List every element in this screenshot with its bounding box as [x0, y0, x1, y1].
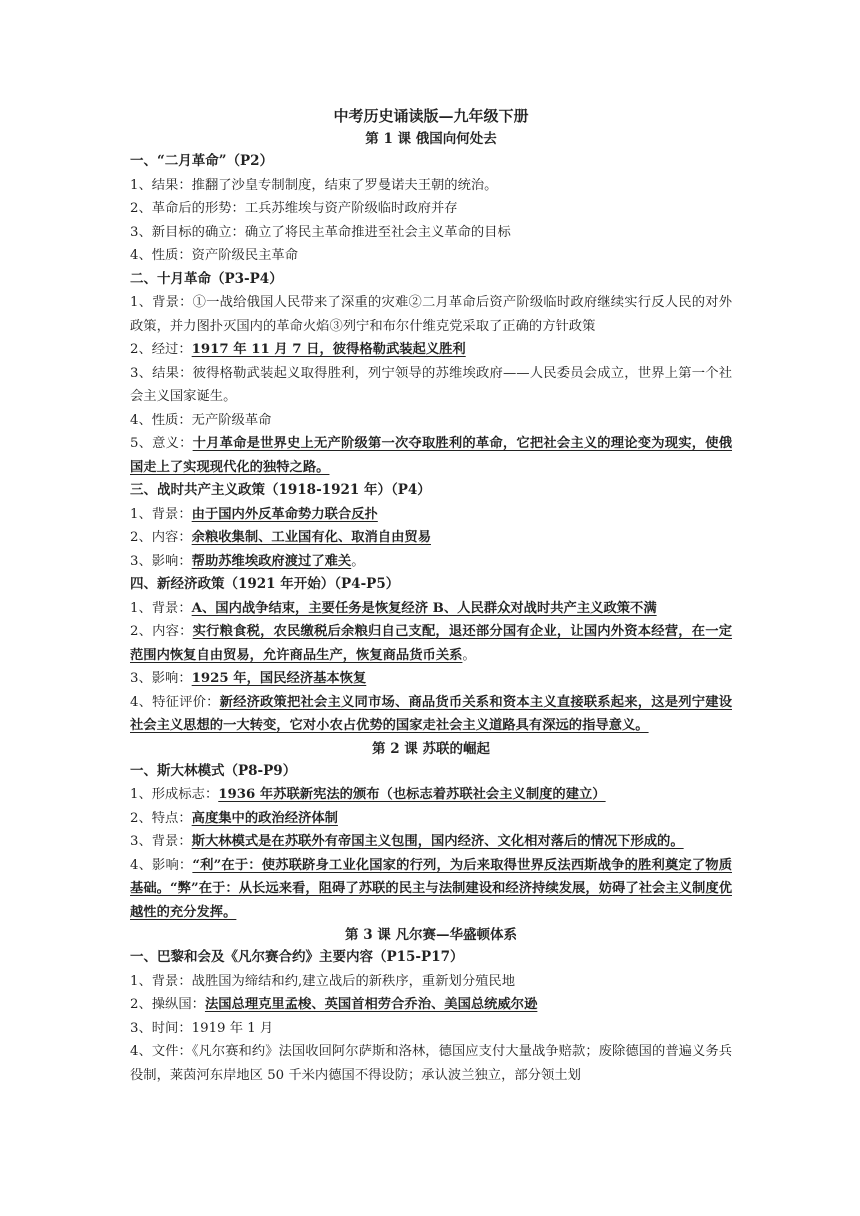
list-item [130, 550, 732, 574]
item-text: ①一战给俄国人民带来了深重的灾难②二月革命后资产阶级临时政府继续实行反人民的对外政策，并力图扑灭国内的革命火焰③列宁和布尔什维克党采取了正确的方针政策 [130, 295, 733, 334]
key-point: 法国总理克里孟梭、英国首相劳合乔治、美国总统威尔逊 [204, 997, 538, 1012]
list-item [130, 830, 732, 854]
item-label: 3、时间： [130, 1020, 192, 1036]
key-point: 1917 年 11 月 7 日，彼得格勒武装起义胜利 [191, 342, 466, 357]
list-item [130, 221, 732, 245]
item-label: 1、结果： [130, 177, 192, 193]
list-item [130, 1040, 732, 1087]
section-heading: 四、新经济政策（1921 年开始）（P4-P5） [130, 576, 400, 592]
item-label: 3、影响： [130, 553, 192, 569]
item-suffix: 。 [462, 647, 476, 663]
document-body [130, 128, 732, 1087]
list-item [130, 783, 732, 807]
section-heading: 一、斯大林模式（P8-P9） [130, 762, 297, 779]
item-label: 1、背景： [130, 506, 192, 522]
item-label: 3、结果： [130, 365, 193, 381]
list-item [130, 409, 732, 433]
list-item [130, 854, 732, 925]
item-label: 1、形成标志： [130, 787, 219, 802]
section-heading: 二、十月革命（P3-P4） [130, 270, 283, 287]
key-point: 十月革命是世界史上无产阶级第一次夺取胜利的革命，它把社会主义的理论变为现实，使俄国走上了实现现代化的独特之路。 [130, 436, 733, 475]
item-label: 4、影响： [130, 857, 193, 873]
lesson-heading: 第 2 课 苏联的崛起 [372, 740, 490, 757]
item-text: 《凡尔赛和约》法国收回阿尔萨斯和洛林，德国应支付大量战争赔款；废除德国的普遍义务兵役制，莱茵河东岸地区 50 千米内德国不得设防；承认波兰独立，部分领土划 [130, 1044, 732, 1083]
list-item [130, 291, 732, 338]
key-point: 实行粮食税，农民缴税后余粮归自己支配，退还部分国有企业，让国内外资本经营，在一定范围内恢复自由贸易，允许商品生产，恢复商品货币关系 [130, 624, 733, 663]
key-point: A、国内战争结束，主要任务是恢复经济 B、人民群众对战时共产主义政策不满 [191, 600, 657, 616]
list-item [130, 244, 732, 268]
lesson-heading: 第 3 课 凡尔赛—华盛顿体系 [345, 927, 517, 943]
section-heading: 三、战时共产主义政策（1918-1921 年）（P4） [130, 482, 431, 498]
key-point: 斯大林模式是在苏联外有帝国主义包围，国内经济、文化相对落后的情况下形成的。 [191, 834, 684, 849]
item-label: 2、经过： [130, 342, 192, 357]
list-item [130, 807, 732, 831]
key-point: 1936 年苏联新宪法的颁布（也标志着苏联社会主义制度的建立） [218, 787, 606, 802]
item-label: 2、操纵国： [130, 997, 205, 1012]
key-point: 帮助苏维埃政府渡过了难关 [191, 553, 352, 569]
key-point: 由于国内外反革命势力联合反扑 [191, 506, 378, 522]
key-point: 高度集中的政治经济体制 [191, 810, 338, 826]
item-label: 2、内容： [130, 530, 192, 545]
list-item [130, 362, 732, 409]
key-point: 新经济政策把社会主义同市场、商品货币关系和资本主义直接联系起来，这是列宁建设社会主义思想的一大转变，它对小农占优势的国家走社会主义道路具有深远的指导意义。 [130, 694, 732, 733]
list-item [130, 174, 732, 198]
document-title: 中考历史诵读版—九年级下册 [333, 107, 529, 125]
item-text: 工兵苏维埃与资产阶级临时政府并存 [244, 201, 458, 216]
list-item [130, 197, 732, 221]
section-heading: 一、“二月革命”（P2） [130, 153, 274, 169]
item-label: 5、意义： [130, 436, 193, 451]
list-item [130, 597, 732, 621]
list-item [130, 970, 732, 994]
item-text: 无产阶级革命 [191, 412, 272, 428]
list-item [130, 503, 732, 527]
list-item [130, 620, 732, 667]
item-text: 战胜国为缔结和约,建立战后的新秩序，重新划分殖民地 [191, 973, 516, 989]
item-text: 推翻了沙皇专制制度，结束了罗曼诺夫王朝的统治。 [191, 177, 498, 193]
list-item [130, 993, 732, 1017]
item-label: 3、背景： [130, 834, 192, 849]
list-item [130, 526, 732, 550]
item-text: 资产阶级民主革命 [191, 248, 299, 263]
item-label: 4、特征评价： [130, 694, 220, 710]
list-item [130, 667, 732, 691]
item-text: 彼得格勒武装起义取得胜利，列宁领导的苏维埃政府——人民委员会成立，世界上第一个社会主义国家诞生。 [130, 365, 732, 404]
list-item [130, 432, 732, 479]
item-label: 4、性质： [130, 248, 192, 263]
item-label: 3、新目标的确立： [130, 224, 245, 240]
list-item [130, 1017, 732, 1041]
key-point: 1925 年，国民经济基本恢复 [191, 671, 367, 686]
item-label: 2、特点： [130, 810, 192, 826]
document-page [130, 104, 732, 1087]
item-label: 4、性质： [130, 412, 192, 428]
item-label: 1、背景： [130, 973, 192, 989]
item-suffix: 。 [351, 553, 365, 569]
list-item [130, 338, 732, 362]
item-label: 4、文件： [130, 1044, 192, 1059]
item-label: 2、内容： [130, 624, 193, 639]
item-label: 1、背景： [130, 295, 193, 310]
item-label: 1、背景： [130, 600, 192, 616]
item-label: 2、革命后的形势： [130, 201, 245, 216]
list-item [130, 691, 732, 738]
item-text: 确立了将民主革命推进至社会主义革命的目标 [244, 224, 511, 240]
key-point: “利”在于：使苏联跻身工业化国家的行列，为后来取得世界反法西斯战争的胜利奠定了物质基础。“弊”在于：从长远来看，阻碍了苏联的民主与法制建设和经济持续发展，妨碍了社会主义制度优越性的充分发挥。 [130, 857, 732, 920]
item-text: 1919 年 1 月 [191, 1020, 274, 1036]
section-heading: 一、巴黎和会及《凡尔赛合约》主要内容（P15-P17） [130, 949, 464, 965]
lesson-heading: 第 1 课 俄国向何处去 [365, 131, 497, 147]
key-point: 余粮收集制、工业国有化、取消自由贸易 [191, 530, 431, 545]
item-label: 3、影响： [130, 671, 192, 686]
